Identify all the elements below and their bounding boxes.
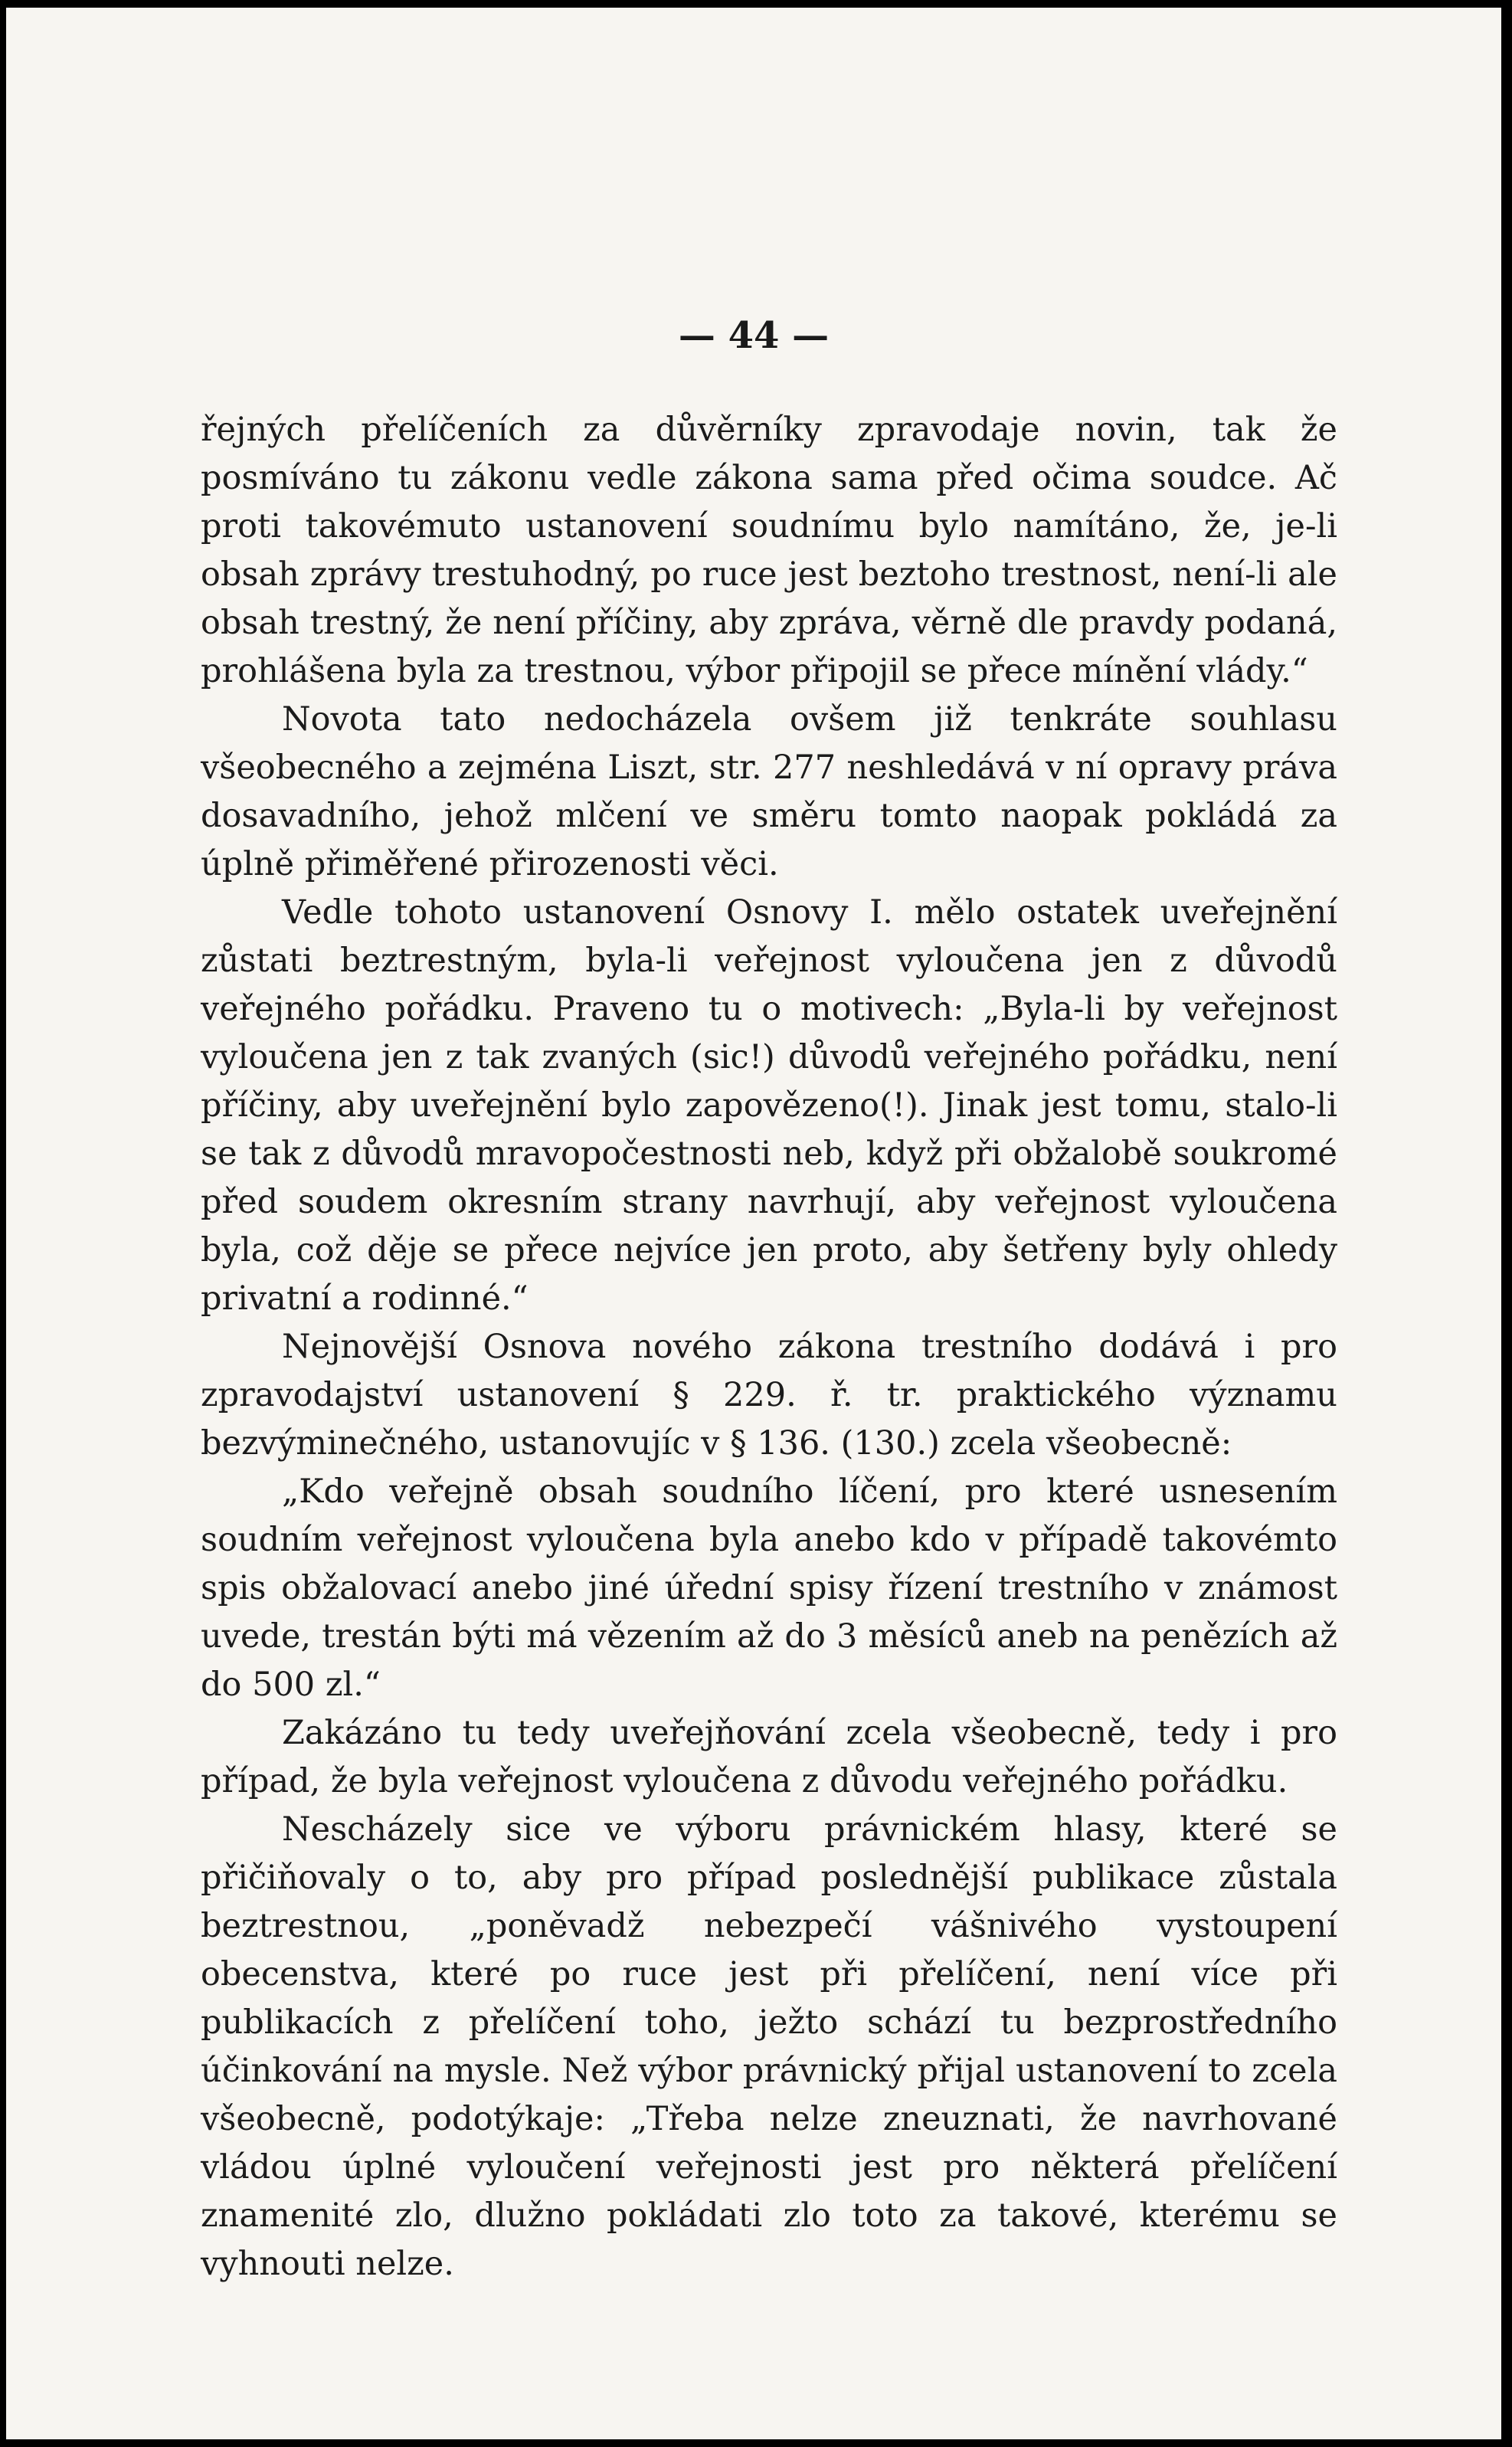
- book-page: [6, 8, 1501, 2439]
- paragraph-continuation: řejných přelíčeních za důvěrníky zpravodaje novin, tak že posmíváno tu zákonu vedle zákona sama před očima soudce. Ač proti takovémuto ustanovení soudnímu bylo namítáno, že, je-li obsah zprávy trestuhodný, po ruce jest beztoho trestnost, není-li ale obsah trestný, že není příčiny, aby zpráva, věrně dle pravdy podaná, prohlášena byla za trestnou, výbor připojil se přece mínění vlády.“: [201, 411, 1337, 690]
- quoted-law-paragraph: „Kdo veřejně obsah soudního líčení, pro které usnesením soudním veřejnost vyloučena byla anebo kdo v případě takovémto spis obžalovací anebo jiné úřední spisy řízení trestního v známost uvede, trestán býti má vězením až do 3 měsíců aneb na penězích až do 500 zl.“: [201, 1472, 1337, 1704]
- paragraph: Zakázáno tu tedy uveřejňování zcela všeobecně, tedy i pro případ, že byla veřejnost vyloučena z důvodu veřejného pořádku.: [201, 1714, 1337, 1800]
- page-number: — 44 —: [678, 314, 830, 357]
- body-text: [201, 406, 1337, 2288]
- paragraph: Novota tato nedocházela ovšem již tenkráte souhlasu všeobecného a zejména Liszt, str. 277 neshledává v ní opravy práva dosavadního, jehož mlčení ve směru tomto naopak pokládá za úplně přiměřené přirozenosti věci.: [201, 700, 1337, 883]
- paragraph: Nescházely sice ve výboru právnickém hlasy, které se přičiňovaly o to, aby pro případ poslednější publikace zůstala beztrestnou, „poněvadž nebezpečí vášnivého vystoupení obecenstva, které po ruce jest při přelíčení, není více při publikacích z přelíčení toho, ježto schází tu bezprostředního účinkování na mysle. Než výbor právnický přijal ustanovení to zcela všeobecně, podotýkaje: „Třeba nelze zneuznati, že navrhované vládou úplné vyloučení veřejnosti jest pro některá přelíčení znamenité zlo, dlužno pokládati zlo toto za takové, kterému se vyhnouti nelze.: [201, 1810, 1337, 2283]
- paragraph: Nejnovější Osnova nového zákona trestního dodává i pro zpravodajství ustanovení § 229. ř. tr. praktického významu bezvýminečného, ustanovujíc v § 136. (130.) zcela všeobecně:: [201, 1328, 1337, 1463]
- paragraph: Vedle tohoto ustanovení Osnovy I. mělo ostatek uveřejnění zůstati beztrestným, byla-li veřejnost vyloučena jen z důvodů veřejného pořádku. Praveno tu o motivech: „Byla-li by veřejnost vyloučena jen z tak zvaných (sic!) důvodů veřejného pořádku, není příčiny, aby uveřejnění bylo zapovězeno(!). Jinak jest tomu, stalo-li se tak z důvodů mravopočestnosti neb, když při obžalobě soukromé před soudem okresním strany navrhují, aby veřejnost vyloučena byla, což děje se přece nejvíce jen proto, aby šetřeny byly ohledy privatní a rodinné.“: [201, 893, 1337, 1318]
